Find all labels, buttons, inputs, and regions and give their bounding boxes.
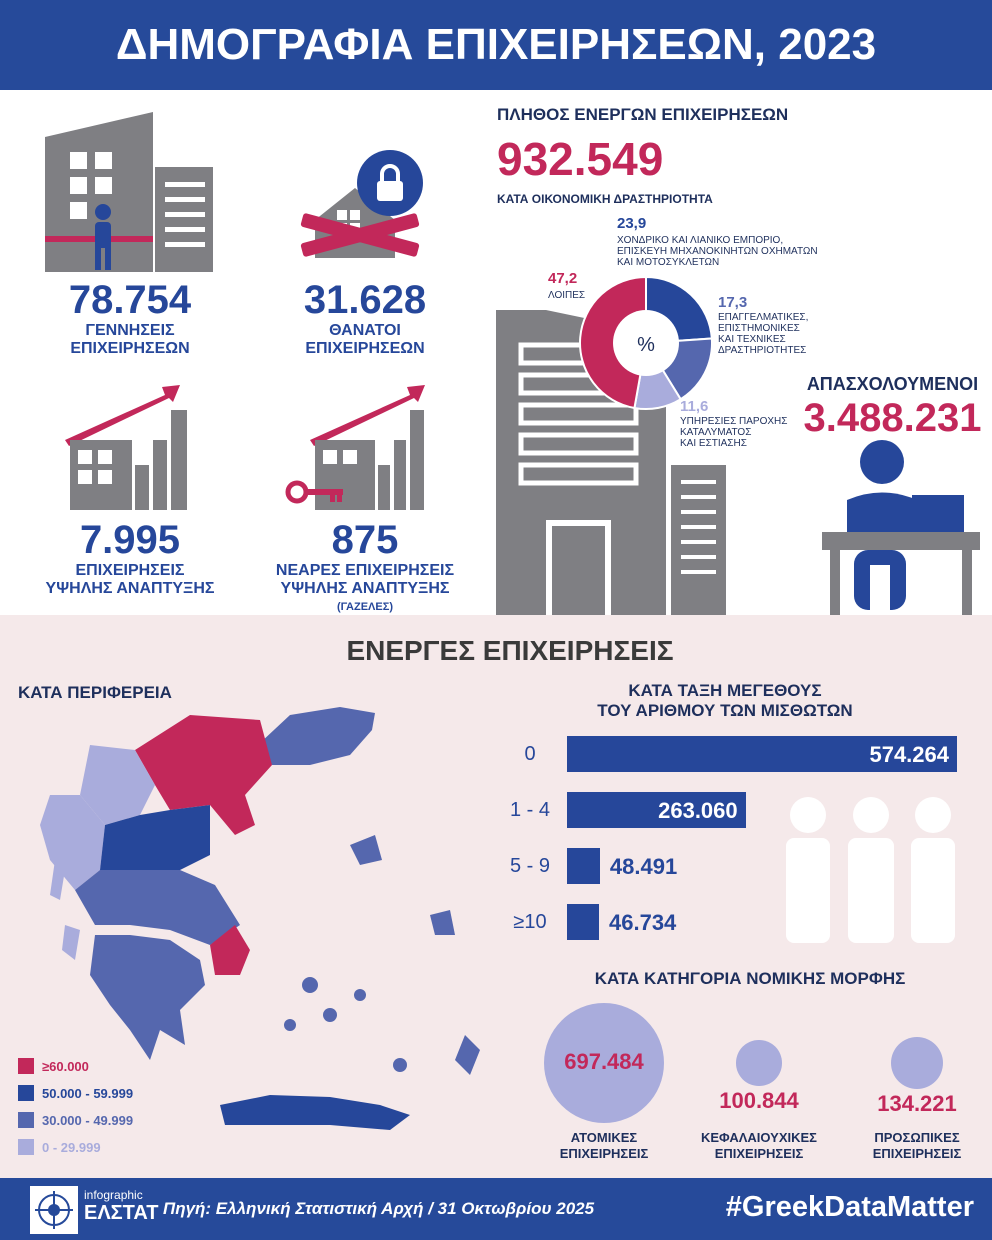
size-bar bbox=[567, 848, 600, 884]
slice-trade-label-line: ΚΑΙ ΜΟΤΟΣΥΚΛΕΤΩΝ bbox=[617, 257, 720, 268]
slice-hotel-label-line: ΥΠΗΡΕΣΙΕΣ ΠΑΡΟΧΗΣ bbox=[680, 416, 788, 427]
size-category-label: 1 - 4 bbox=[509, 799, 551, 821]
legend-swatch bbox=[18, 1058, 34, 1074]
growth-chart-building-icon bbox=[65, 380, 200, 512]
slice-trade-label-line: ΧΟΝΔΡΙΚΟ ΚΑΙ ΛΙΑΝΙΚΟ ΕΜΠΟΡΙΟ, bbox=[617, 235, 784, 246]
top-section bbox=[0, 90, 992, 615]
office-worker-icon bbox=[822, 440, 980, 615]
slice-prof-value: 17,3 bbox=[718, 294, 748, 311]
legal-bubble-label: ΕΠΙΧΕΙΡΗΣΕΙΣ bbox=[872, 1146, 962, 1161]
legend-label: 30.000 - 49.999 bbox=[42, 1113, 134, 1128]
bottom-section bbox=[0, 615, 992, 1170]
births-value: 78.754 bbox=[68, 278, 192, 322]
donut-center-label: % bbox=[637, 334, 655, 356]
deaths-label-2: ΕΠΙΧΕΙΡΗΣΕΩΝ bbox=[305, 340, 425, 357]
slice-other-value: 47,2 bbox=[548, 270, 578, 287]
slice-hotel-label-line: ΚΑΤΑΛΥΜΑΤΟΣ bbox=[680, 427, 752, 438]
slice-hotel-label-line: ΚΑΙ ΕΣΤΙΑΣΗΣ bbox=[680, 438, 747, 449]
employed-value: 3.488.231 bbox=[803, 396, 982, 440]
legal-bubble-label: ΑΤΟΜΙΚΕΣ bbox=[570, 1130, 638, 1145]
gazelles-label-2: ΥΨΗΛΗΣ ΑΝΑΠΤΥΞΗΣ bbox=[280, 580, 450, 597]
slice-other-label: ΛΟΙΠΕΣ bbox=[548, 290, 586, 301]
legal-bubble-value: 697.484 bbox=[564, 1049, 644, 1074]
active-subtitle: ΚΑΤΑ ΟΙΚΟΝΟΜΙΚΗ ΔΡΑΣΤΗΡΙΟΤΗΤΑ bbox=[497, 192, 713, 206]
slice-prof-label-line: ΔΡΑΣΤΗΡΙΟΤΗΤΕΣ bbox=[718, 345, 807, 356]
slice-prof-label-line: ΕΠΙΣΤΗΜΟΝΙΚΕΣ bbox=[718, 323, 800, 334]
legal-bubble bbox=[736, 1040, 782, 1086]
employed-title: ΑΠΑΣΧΟΛΟΥΜΕΝΟΙ bbox=[806, 374, 979, 394]
births-label-2: ΕΠΙΧΕΙΡΗΣΕΩΝ bbox=[70, 340, 190, 357]
closed-building-lock-icon bbox=[295, 148, 430, 273]
legal-bubble-label: ΚΕΦΑΛΑΙΟΥΧΙΚΕΣ bbox=[700, 1130, 817, 1145]
size-bar-value: 574.264 bbox=[869, 742, 949, 767]
legend-label: 50.000 - 59.999 bbox=[42, 1086, 134, 1101]
logo-top-text: infographic bbox=[84, 1188, 143, 1202]
size-bar bbox=[567, 792, 746, 828]
high-growth-value: 7.995 bbox=[79, 518, 181, 562]
slice-trade-label-line: ΕΠΙΣΚΕΥΗ ΜΗΧΑΝΟΚΙΝΗΤΩΝ ΟΧΗΜΑΤΩΝ bbox=[617, 246, 818, 257]
high-growth-label-1: ΕΠΙΧΕΙΡΗΣΕΙΣ bbox=[75, 562, 185, 579]
size-bar-value: 263.060 bbox=[658, 798, 738, 823]
section-title: ΕΝΕΡΓΕΣ ΕΠΙΧΕΙΡΗΣΕΙΣ bbox=[346, 635, 674, 666]
employees-group-icon bbox=[778, 793, 963, 943]
size-chart-title-line: ΚΑΤΑ ΤΑΞΗ ΜΕΓΕΘΟΥΣ bbox=[628, 681, 822, 700]
size-bar-value: 46.734 bbox=[609, 910, 677, 935]
legal-bubble-value: 134.221 bbox=[877, 1091, 957, 1117]
slice-hotel-value: 11,6 bbox=[680, 398, 709, 415]
legal-bubble bbox=[891, 1037, 944, 1090]
page-title: ΔΗΜΟΓΡΑΦΙΑ ΕΠΙΧΕΙΡΗΣΕΩΝ, 2023 bbox=[115, 20, 877, 69]
legal-bubble-label: ΕΠΙΧΕΙΡΗΣΕΙΣ bbox=[559, 1146, 649, 1161]
building-ribbon-icon bbox=[45, 112, 215, 272]
high-growth-label-2: ΥΨΗΛΗΣ ΑΝΑΠΤΥΞΗΣ bbox=[45, 580, 215, 597]
growth-chart-key-icon bbox=[285, 380, 440, 512]
legal-chart-title: ΚΑΤΑ ΚΑΤΗΓΟΡΙΑ ΝΟΜΙΚΗΣ ΜΟΡΦΗΣ bbox=[594, 969, 906, 988]
size-bar bbox=[567, 736, 957, 772]
legend-label: ≥60.000 bbox=[42, 1059, 89, 1074]
deaths-value: 31.628 bbox=[303, 278, 427, 322]
legend-swatch bbox=[18, 1139, 34, 1155]
map-title: ΚΑΤΑ ΠΕΡΙΦΕΡΕΙΑ bbox=[18, 683, 172, 702]
header-banner bbox=[0, 0, 992, 90]
legal-bubble-label: ΠΡΟΣΩΠΙΚΕΣ bbox=[874, 1130, 960, 1145]
gazelles-value: 875 bbox=[331, 518, 399, 562]
size-category-label: 0 bbox=[524, 743, 536, 765]
gazelles-label-3: (ΓΑΖΕΛΕΣ) bbox=[336, 601, 393, 613]
slice-trade-label bbox=[617, 235, 818, 268]
legend-swatch bbox=[18, 1112, 34, 1128]
size-category-label: 5 - 9 bbox=[509, 855, 551, 877]
hashtag: #GreekDataMatter bbox=[725, 1191, 974, 1223]
active-value: 932.549 bbox=[497, 133, 664, 185]
active-title: ΠΛΗΘΟΣ ΕΝΕΡΓΩΝ ΕΠΙΧΕΙΡΗΣΕΩΝ bbox=[497, 105, 789, 124]
size-bar bbox=[567, 904, 599, 940]
size-category-label: ≥10 bbox=[513, 911, 547, 933]
legal-bubble-value: 100.844 bbox=[719, 1087, 799, 1113]
legal-bubble-label: ΕΠΙΧΕΙΡΗΣΕΙΣ bbox=[714, 1146, 804, 1161]
deaths-label-1: ΘΑΝΑΤΟΙ bbox=[329, 322, 401, 339]
legend-label: 0 - 29.999 bbox=[42, 1140, 101, 1155]
legend-swatch bbox=[18, 1085, 34, 1101]
size-chart-title bbox=[560, 681, 890, 721]
logo-bottom-text: ΕΛΣΤΑΤ bbox=[84, 1202, 159, 1224]
elstat-logo-icon bbox=[30, 1186, 78, 1234]
source-text: Πηγή: Ελληνική Στατιστική Αρχή / 31 Οκτωβρίου 2025 bbox=[163, 1199, 595, 1218]
slice-hotel-label bbox=[680, 416, 787, 449]
slice-prof-label-line: ΕΠΑΓΓΕΛΜΑΤΙΚΕΣ, bbox=[718, 312, 809, 323]
slice-trade-value: 23,9 bbox=[617, 215, 647, 232]
activity-donut-chart bbox=[576, 273, 716, 413]
slice-prof-label bbox=[718, 312, 808, 356]
size-chart-title-line: ΤΟΥ ΑΡΙΘΜΟΥ ΤΩΝ ΜΙΣΘΩΤΩΝ bbox=[597, 701, 853, 720]
size-bar-value: 48.491 bbox=[609, 854, 678, 879]
slice-prof-label-line: ΚΑΙ ΤΕΧΝΙΚΕΣ bbox=[718, 334, 786, 345]
births-label-1: ΓΕΝΝΗΣΕΙΣ bbox=[85, 322, 175, 339]
gazelles-label-1: ΝΕΑΡΕΣ ΕΠΙΧΕΙΡΗΣΕΙΣ bbox=[275, 562, 455, 579]
footer bbox=[0, 1170, 992, 1240]
